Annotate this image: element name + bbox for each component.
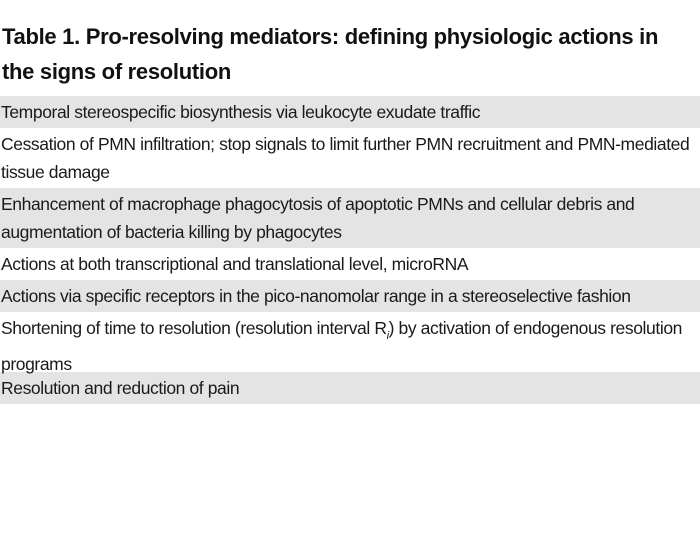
table-row: Temporal stereospecific biosynthesis via leukocyte exudate traffic: [0, 96, 700, 128]
row-text-after-subscript: ) by activation of endogenous resolution programs: [1, 318, 682, 374]
table-body: [0, 96, 700, 404]
row-text-before-subscript: Shortening of time to resolution (resolution interval R: [1, 318, 387, 338]
table-row: Enhancement of macrophage phagocytosis of apoptotic PMNs and cellular debris and augmentation of bacteria killing by phagocytes: [0, 188, 700, 248]
table-row: [0, 312, 700, 372]
table-title: Table 1. Pro-resolving mediators: defining physiologic actions in the signs of resolution: [2, 24, 659, 84]
table-row: Actions at both transcriptional and translational level, microRNA: [0, 248, 700, 280]
subscript-i: i: [386, 330, 389, 342]
table-row: Actions via specific receptors in the pico-nanomolar range in a stereoselective fashion: [0, 280, 700, 312]
table-row: Resolution and reduction of pain: [0, 372, 700, 404]
table-row: Cessation of PMN infiltration; stop signals to limit further PMN recruitment and PMN-mediated tissue damage: [0, 128, 700, 188]
